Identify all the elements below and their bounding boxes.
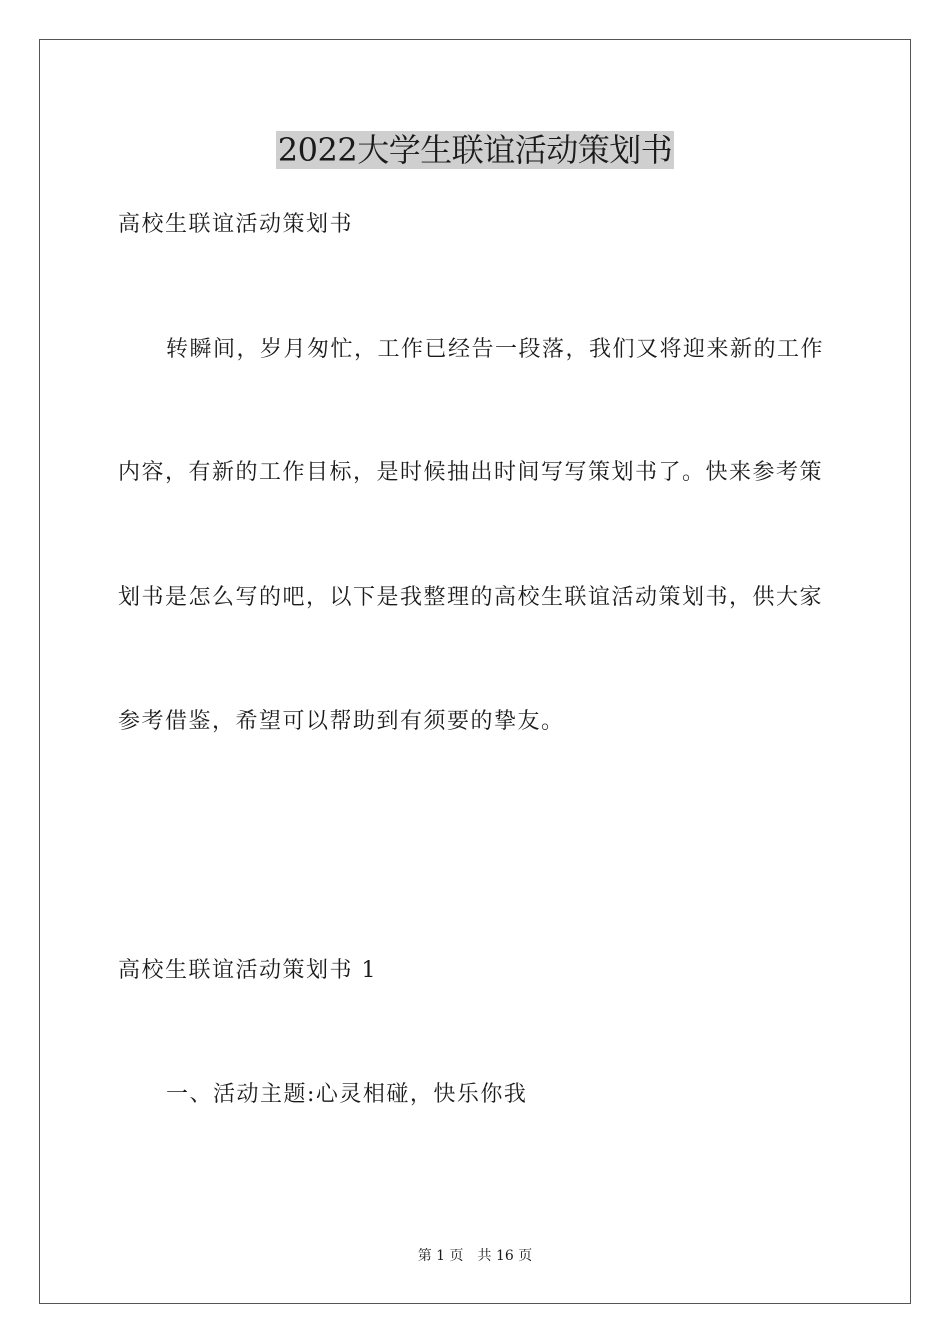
intro-line-3: 划书是怎么写的吧，以下是我整理的高校生联谊活动策划书，供大家 bbox=[118, 585, 824, 610]
intro-line-1: 转瞬间，岁月匆忙，工作已经告一段落，我们又将迎来新的工作 bbox=[166, 337, 825, 362]
intro-line-2: 内容，有新的工作目标，是时候抽出时间写写策划书了。快来参考策 bbox=[118, 460, 824, 485]
activity-theme-item: 一、活动主题:心灵相碰，快乐你我 bbox=[166, 1082, 528, 1107]
document-title-text: 2022大学生联谊活动策划书 bbox=[277, 131, 673, 169]
document-subtitle: 高校生联谊活动策划书 bbox=[118, 212, 354, 237]
page-number-footer: 第 1 页 共 16 页 bbox=[417, 1248, 533, 1264]
document-title bbox=[0, 128, 950, 172]
intro-line-4: 参考借鉴，希望可以帮助到有须要的挚友。 bbox=[118, 709, 565, 734]
section-heading: 高校生联谊活动策划书 1 bbox=[118, 958, 377, 983]
